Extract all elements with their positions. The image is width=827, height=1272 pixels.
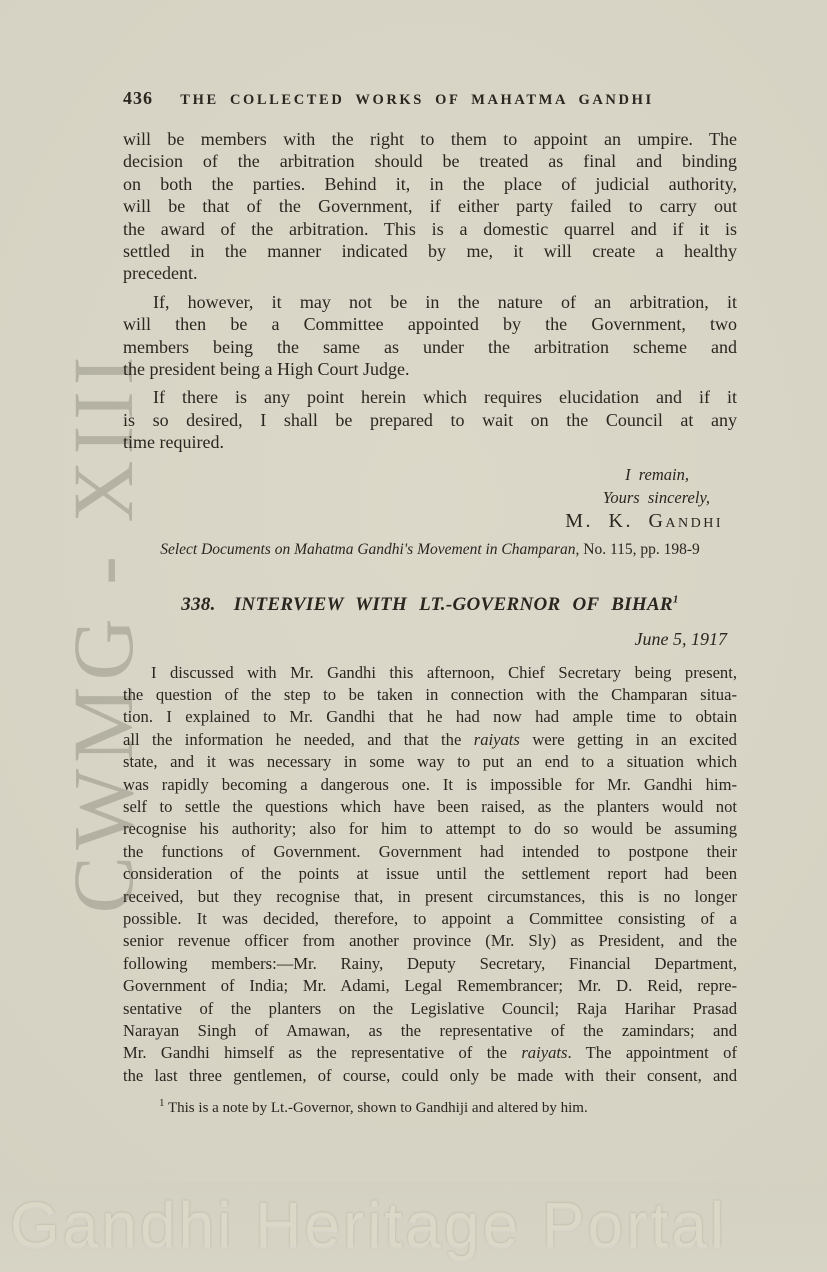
valediction-line: I remain, (625, 464, 689, 484)
text-line: all the information he needed, and that the raiyats were getting in an excited (123, 729, 737, 749)
text-line: the last three gentlemen, of course, could only be made with their consent, and (123, 1065, 737, 1085)
entry-number: 338. (181, 593, 216, 615)
text-line: settled in the manner indicated by me, it will create a healthy (123, 241, 737, 262)
text-line: Government of India; Mr. Adami, Legal Remembrancer; Mr. D. Reid, repre- (123, 976, 737, 996)
page-content (123, 0, 737, 1117)
letter-paragraph-1 (123, 128, 737, 285)
text-line: will be members with the right to them to appoint an umpire. The (123, 129, 737, 149)
running-title: THE COLLECTED WORKS OF MAHATMA GANDHI (180, 92, 654, 108)
text-line: tion. I explained to Mr. Gandhi that he had now had ample time to obtain (123, 707, 737, 727)
text-line: the award of the arbitration. This is a domestic quarrel and if it is (123, 218, 737, 239)
text-line: members being the same as under the arbitration scheme and (123, 336, 737, 357)
text-line: decision of the arbitration should be treated as final and binding (123, 151, 737, 172)
text-line: received, but they recognise that, in present circumstances, this is no longer (123, 886, 737, 906)
page-number: 436 (123, 88, 153, 108)
text-line: If, however, it may not be in the nature of an arbitration, it (153, 291, 737, 312)
source-line (123, 539, 737, 561)
text-line: will be that of the Government, if either party failed to carry out (123, 196, 737, 217)
text-line: possible. It was decided, therefore, to appoint a Committee consisting of a (123, 908, 737, 928)
text-line: will then be a Committee appointed by the Government, two (123, 314, 737, 335)
valediction (123, 463, 737, 509)
footnote-marker: 1 (159, 1097, 165, 1110)
text-line: If there is any point herein which requires elucidation and if it (153, 387, 737, 408)
portal-watermark-band (0, 1182, 827, 1272)
source-title: Select Documents on Mahatma Gandhi's Movement in Champaran, (160, 541, 580, 559)
letter-paragraph-2 (123, 291, 737, 381)
text-line: is so desired, I shall be prepared to wait on the Council at any (123, 409, 737, 430)
text-line: time required. (123, 432, 224, 453)
text-line: the functions of Government. Government had intended to postpone their (123, 841, 737, 861)
text-line: Mr. Gandhi himself as the representative of the raiyats. The appointment of (123, 1043, 737, 1063)
text-line: sentative of the planters on the Legislative Council; Raja Harihar Prasad (123, 998, 737, 1018)
text-line: state, and it was necessary in some way to put an end to a situation which (123, 752, 737, 772)
letter-body (123, 128, 737, 562)
text-line: on both the parties. Behind it, in the place of judicial authority, (123, 173, 737, 194)
signature: M. K. Gandhi (565, 509, 723, 532)
text-line: following members:—Mr. Rainy, Deputy Secretary, Financial Department, (123, 953, 737, 973)
source-ref: No. 115, pp. 198-9 (579, 541, 700, 559)
entry-paragraph (123, 662, 737, 1088)
footnote-text: This is a note by Lt.-Governor, shown to Gandhiji and altered by him. (164, 1100, 588, 1117)
spine-watermark: CWMG - XIII (55, 350, 151, 914)
entry-footnote-marker: 1 (672, 593, 679, 606)
entry-heading (123, 594, 737, 616)
text-line: the question of the step to be taken in connection with the Champaran situa- (123, 684, 737, 704)
text-line: the president being a High Court Judge. (123, 359, 410, 380)
text-line: consideration of the points at issue until the settlement report had been (123, 864, 737, 884)
entry-date: June 5, 1917 (634, 628, 727, 649)
valediction-line: Yours sincerely, (602, 487, 710, 507)
running-header (123, 88, 737, 109)
portal-watermark: Gandhi Heritage Portal (10, 1189, 728, 1261)
text-line: recognise his authority; also for him to attempt to do so would be assuming (123, 819, 737, 839)
text-line: precedent. (123, 263, 198, 284)
text-line: I discussed with Mr. Gandhi this afternoon, Chief Secretary being present, (151, 662, 737, 682)
text-line: was rapidly becoming a dangerous one. It is impossible for Mr. Gandhi him- (123, 774, 737, 794)
entry-title: INTERVIEW WITH LT.-GOVERNOR OF BIHAR (233, 593, 673, 615)
letter-paragraph-3 (123, 386, 737, 453)
text-line: self to settle the questions which have been raised, as the planters would not (123, 796, 737, 816)
text-line: Narayan Singh of Amawan, as the representative of the zamindars; and (123, 1021, 737, 1040)
text-line: senior revenue officer from another province (Mr. Sly) as President, and the (123, 931, 737, 951)
footnote (123, 1097, 737, 1117)
